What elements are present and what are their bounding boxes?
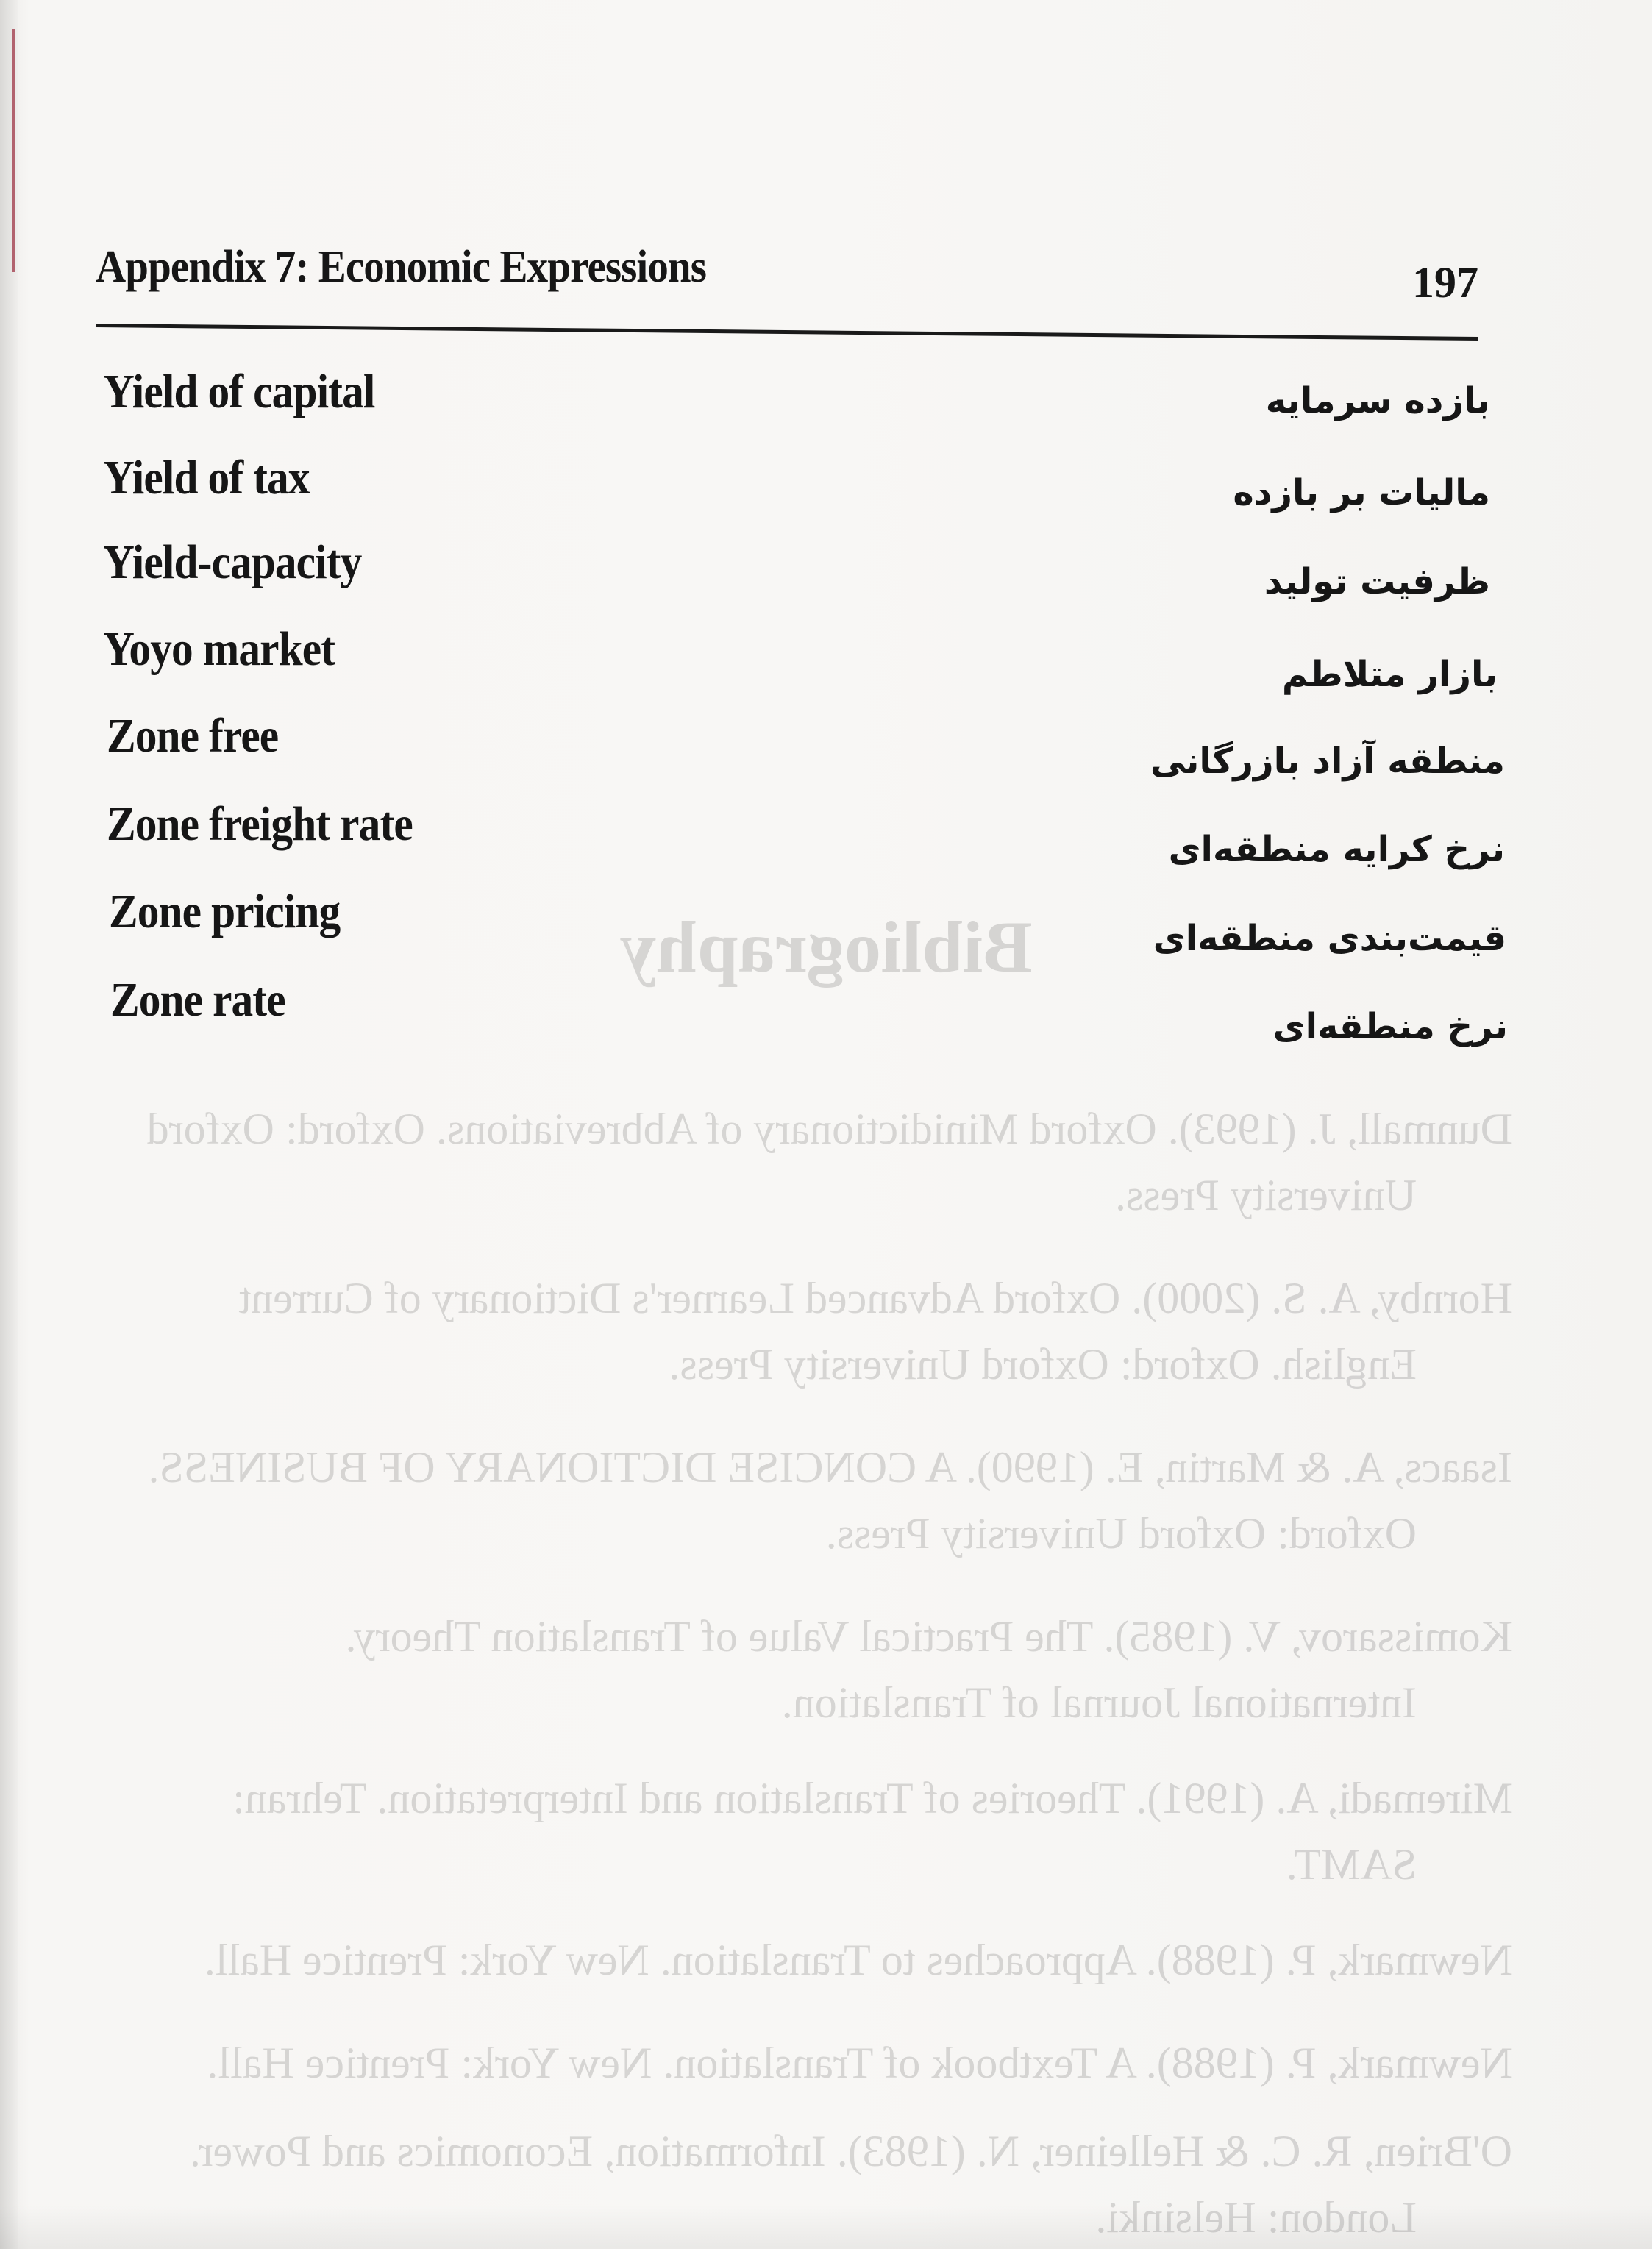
glossary-entry <box>0 535 1652 616</box>
bleed-reference-line: University Press. <box>1115 1171 1417 1219</box>
english-term: Zone freight rate <box>107 797 413 851</box>
persian-equivalent: ظرفیت تولید <box>1264 561 1490 602</box>
glossary-entry <box>0 450 1652 531</box>
english-term: Yield-capacity <box>103 535 362 589</box>
persian-equivalent: بازار متلاطم <box>1281 654 1498 695</box>
english-term: Yoyo market <box>103 622 335 676</box>
english-term: Zone rate <box>110 973 285 1027</box>
bleed-reference <box>115 1265 1512 1397</box>
glossary-entry <box>0 708 1652 789</box>
bleed-reference-line: Miremadi, A. (1991). Theories of Translation and Interpretation. Tehran: <box>232 1774 1512 1822</box>
page-bottom-shadow <box>0 2205 1652 2249</box>
glossary-entry <box>0 621 1652 702</box>
persian-equivalent: مالیات بر بازده <box>1233 472 1490 513</box>
persian-equivalent: نرخ کرایه منطقه‌ای <box>1168 829 1505 870</box>
glossary-entry <box>0 972 1652 1053</box>
english-term: Zone pricing <box>109 885 341 938</box>
bleed-reference-line: Newmark, P. (1988). A Textbook of Translation. New York: Prentice Hall. <box>207 2039 1512 2087</box>
bleed-heading: Bibliography <box>619 906 1033 988</box>
persian-equivalent: بازده سرمایه <box>1265 380 1490 421</box>
bleed-reference-line: O'Brien, R. C. & Helleiner, N. (1983). Information, Economics and Power. <box>189 2127 1512 2175</box>
english-term: Yield of capital <box>103 365 375 418</box>
bleed-reference-line: SAMT. <box>1286 1840 1417 1889</box>
english-term: Yield of tax <box>103 451 310 505</box>
bleed-reference <box>115 1096 1512 1228</box>
bleed-reference-line: Oxford: Oxford University Press. <box>825 1509 1417 1558</box>
bleed-reference-line: Isaacs, A. & Martin, E. (1990). A CONCISE DICTIONARY OF BUSINESS. <box>148 1443 1512 1491</box>
english-term: Zone free <box>107 709 279 763</box>
glossary-entry <box>0 796 1652 877</box>
bleed-reference <box>115 2030 1512 2096</box>
page-number: 197 <box>1412 258 1478 307</box>
persian-equivalent: قیمت‌بندی منطقه‌ای <box>1153 918 1506 959</box>
bleed-reference <box>115 1603 1512 1736</box>
bleed-reference-line: English. Oxford: Oxford University Press. <box>669 1340 1417 1389</box>
bleed-reference-line: Hornby, A. S. (2000). Oxford Advanced Learner's Dictionary of Current <box>238 1274 1512 1322</box>
running-header-title: Appendix 7: Economic Expressions <box>96 242 707 292</box>
persian-equivalent: منطقه آزاد بازرگانی <box>1150 741 1505 782</box>
bleed-reference <box>115 1765 1512 1897</box>
persian-equivalent: نرخ منطقه‌ای <box>1272 1006 1508 1047</box>
glossary-entry <box>0 364 1652 445</box>
glossary-list <box>0 0 1652 1103</box>
glossary-entry <box>0 884 1652 965</box>
bleed-reference <box>115 1927 1512 1993</box>
bleed-reference-line: Komissarov, V. (1985). The Practical Value of Translation Theory. <box>345 1612 1512 1661</box>
bleed-reference-line: International Journal of Translation. <box>781 1678 1417 1727</box>
bleed-reference-line: Dunmall, J. (1993). Oxford Minidictionary of Abbreviations. Oxford: Oxford <box>146 1105 1512 1153</box>
bleed-reference <box>115 1434 1512 1567</box>
bleed-reference-line: Newmark, P. (1988). Approaches to Translation. New York: Prentice Hall. <box>204 1936 1512 1984</box>
